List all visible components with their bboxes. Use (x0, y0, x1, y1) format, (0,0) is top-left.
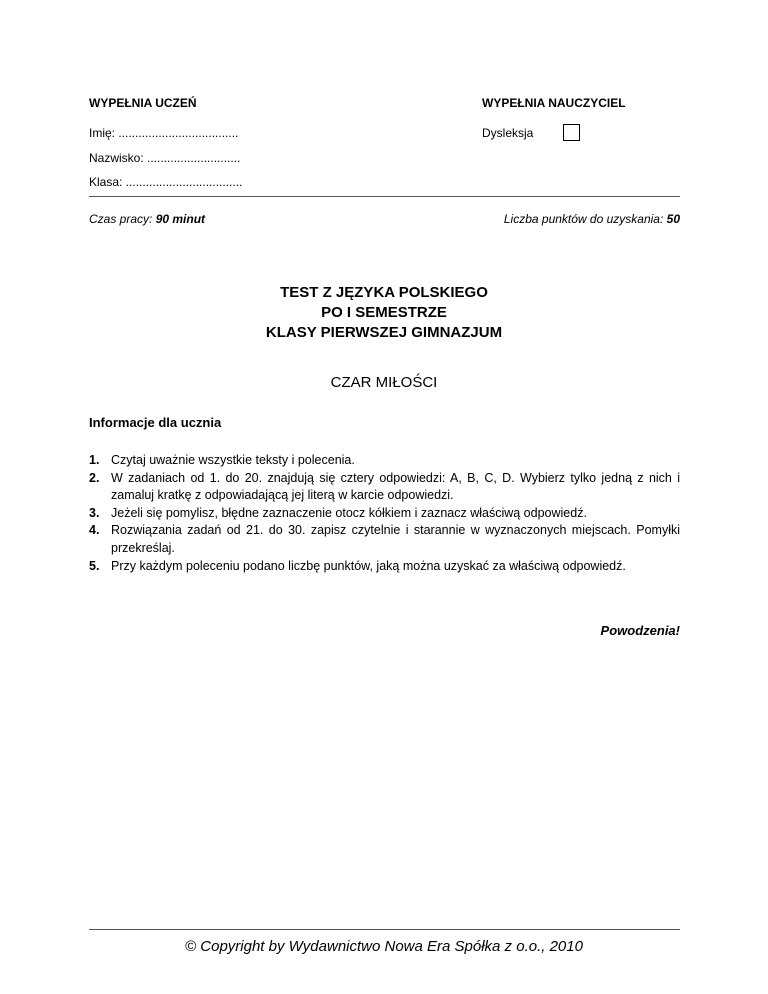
list-item (89, 470, 680, 505)
title-line-1: TEST Z JĘZYKA POLSKIEGO (280, 284, 488, 301)
surname-field: Nazwisko: ............................ (89, 151, 241, 165)
footer-divider (89, 929, 680, 930)
dyslexia-checkbox[interactable] (563, 124, 580, 141)
student-section-title: WYPEŁNIA UCZEŃ (89, 96, 197, 110)
copyright-notice: © Copyright by Wydawnictwo Nowa Era Spółka z o.o., 2010 (185, 938, 583, 955)
list-item-text: Rozwiązania zadań od 21. do 30. zapisz czytelnie i starannie w wyznaczonych miejscach. Pomyłki przekreślaj. (111, 523, 680, 555)
teacher-section-title: WYPEŁNIA NAUCZYCIEL (482, 96, 626, 110)
list-item-text: Przy każdym poleceniu podano liczbę punktów, jaką można uzyskać za właściwą odpowiedź. (111, 558, 626, 573)
max-points (504, 212, 680, 226)
list-item (89, 452, 680, 470)
dyslexia-label: Dysleksja (482, 126, 534, 140)
good-luck-text: Powodzenia! (600, 623, 680, 638)
list-item-number: 2. (89, 470, 100, 485)
list-item-number: 5. (89, 558, 100, 573)
class-field: Klasa: ................................... (89, 175, 243, 189)
title-line-2: PO I SEMESTRZE (321, 304, 447, 321)
list-item-text: Czytaj uważnie wszystkie teksty i polecenia. (111, 453, 355, 467)
max-points-value: 50 (666, 212, 680, 226)
page-title (0, 283, 768, 343)
test-subtitle: CZAR MIŁOŚCI (330, 374, 438, 391)
instructions-heading: Informacje dla ucznia (89, 415, 222, 430)
list-item-number: 1. (89, 453, 100, 467)
header-divider (89, 196, 680, 197)
instructions-list (89, 452, 680, 575)
list-item (89, 522, 680, 557)
list-item-text: Jeżeli się pomylisz, błędne zaznaczenie otocz kółkiem i zaznacz właściwą odpowiedź. (111, 505, 587, 520)
title-line-3: KLASY PIERWSZEJ GIMNAZJUM (265, 324, 503, 341)
max-points-label: Liczba punktów do uzyskania: (503, 212, 667, 226)
work-time (89, 212, 205, 226)
list-item (89, 558, 680, 576)
list-item (89, 505, 680, 523)
list-item-number: 4. (89, 523, 100, 538)
name-field: Imię: .................................... (89, 126, 239, 140)
work-time-value: 90 minut (155, 212, 206, 226)
list-item-number: 3. (89, 505, 100, 520)
work-time-label: Czas pracy: (89, 212, 156, 226)
list-item-text: W zadaniach od 1. do 20. znajdują się cztery odpowiedzi: A, B, C, D. Wybierz tylko jedną z nich i zamaluj kratkę z odpowiadającą jej literą w karcie odpowiedzi. (111, 470, 680, 503)
